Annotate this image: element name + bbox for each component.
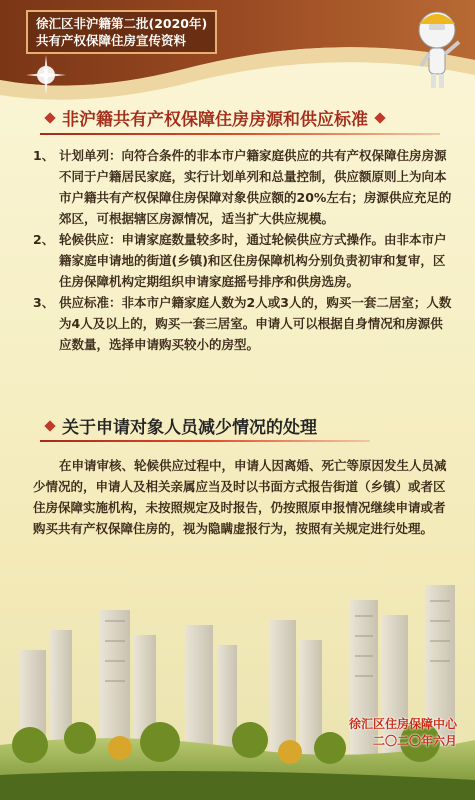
section1-heading <box>38 105 392 130</box>
item-number: 3、 <box>33 295 55 310</box>
section1-title: 非沪籍共有产权保障住房房源和供应标准 <box>62 110 368 130</box>
item-text: 轮候供应：申请家庭数量较多时，通过轮候供应方式操作。由非本市户籍家庭申请地的街道(乡镇)和区住房保障机构分别负责初审和复审，区住房保障机构定期组织申请家庭摇号排序和供房选房。 <box>59 232 447 289</box>
header-title-box <box>26 10 217 54</box>
section2-divider <box>40 440 370 442</box>
diamond-bullet-icon <box>44 420 55 431</box>
item-number: 2、 <box>33 232 55 247</box>
footer-date: 二〇二〇年六月 <box>372 734 457 748</box>
list-item <box>33 145 453 229</box>
item-text: 供应标准：非本市户籍家庭人数为2人或3人的，购买一套二居室；人数为4人及以上的，购买一套三居室。申请人可以根据自身情况和房源供应数量，选择申请购买较小的房型。 <box>59 295 452 352</box>
city-skyline-illustration <box>0 570 475 800</box>
header-title-line2: 共有产权保障住房宣传资料 <box>36 33 187 48</box>
footer-credit <box>349 716 457 750</box>
sparkle-icon <box>26 55 66 95</box>
mascot-icon <box>399 2 469 94</box>
list-item <box>33 292 453 355</box>
section1-divider <box>40 133 440 135</box>
header-title-line1: 徐汇区非沪籍第二批(2020年) <box>36 16 208 31</box>
section2-title: 关于申请对象人员减少情况的处理 <box>62 418 317 438</box>
section1-body <box>33 145 453 355</box>
footer-org: 徐汇区住房保障中心 <box>348 717 457 731</box>
section2-paragraph: 在申请审核、轮候供应过程中，申请人因离婚、死亡等原因发生人员减少情况的，申请人及相关亲属应当及时以书面方式报告街道（乡镇）或者区住房保障实施机构，未按照规定及时报告，仍按照原申报情况继续申请或者购买共有产权保障住房的，视为隐瞒虚报行为，按照有关规定进行处理。 <box>33 458 447 536</box>
list-item <box>33 229 453 292</box>
diamond-bullet-icon <box>44 112 55 123</box>
section2-heading <box>38 413 317 438</box>
diamond-bullet-icon <box>374 112 385 123</box>
item-text: 计划单列：向符合条件的非本市户籍家庭供应的共有产权保障住房房源不同于户籍居民家庭，实行计划单列和总量控制，供应额原则上为向本市户籍共有产权保障住房保障对象供应额的20%左右；房源供应充足的郊区，可根据辖区房源情况，适当扩大供应规模。 <box>59 148 452 226</box>
item-number: 1、 <box>33 148 55 163</box>
